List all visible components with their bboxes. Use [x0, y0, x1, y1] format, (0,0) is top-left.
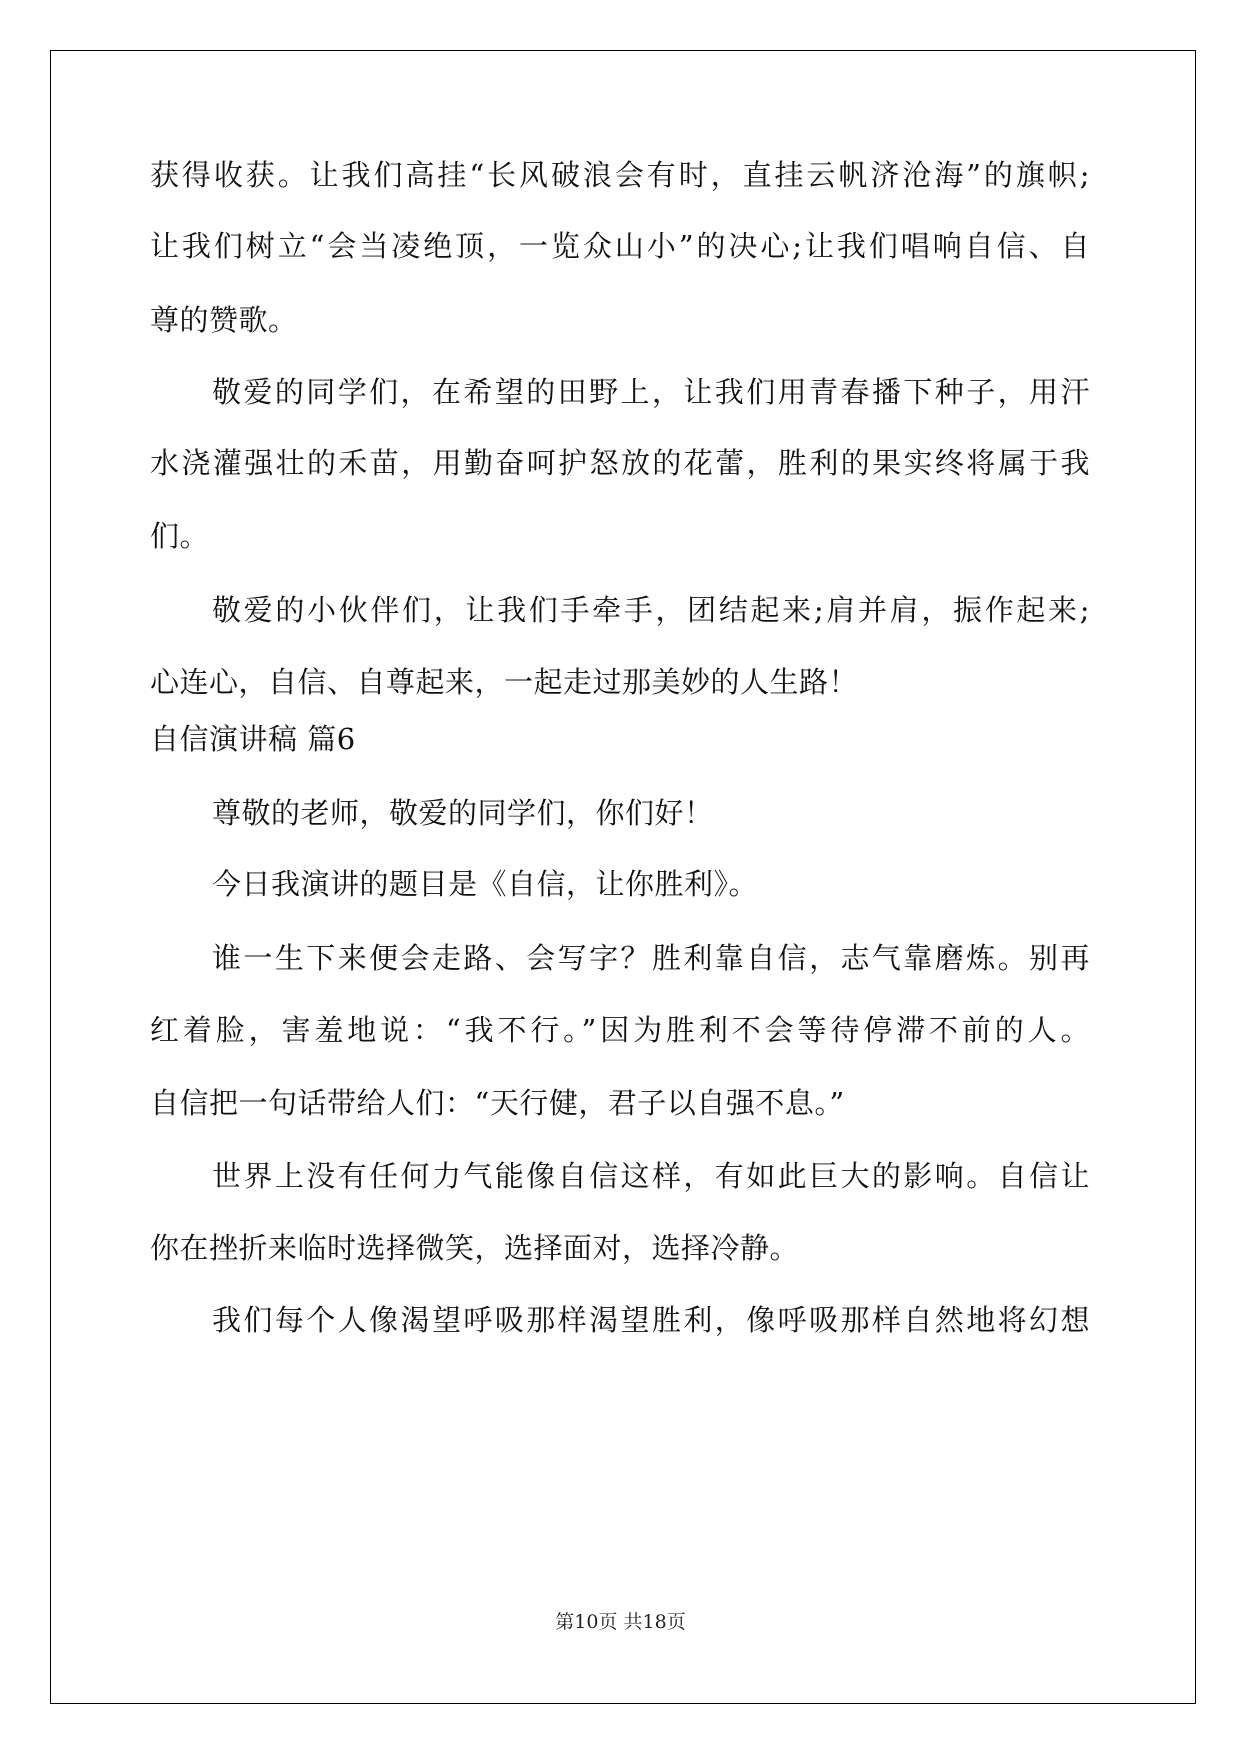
- text-line: 们。: [150, 519, 210, 553]
- paragraph-first-line: 今日我演讲的题目是《自信，让你胜利》。: [212, 867, 759, 901]
- text-line: 水浇灌强壮的禾苗，用勤奋呵护怒放的花蕾，胜利的果实终将属于我: [150, 446, 1090, 480]
- paragraph-first-line: 谁一生下来便会走路、会写字？胜利靠自信，志气靠磨炼。别再: [212, 941, 1090, 975]
- paragraph-first-line: 世界上没有任何力气能像自信这样，有如此巨大的影响。自信让: [212, 1159, 1090, 1193]
- text-line: 让我们树立“会当凌绝顶，一览众山小”的决心;让我们唱响自信、自: [150, 229, 1090, 263]
- text-line: 心连心，自信、自尊起来，一起走过那美妙的人生路！: [150, 665, 859, 699]
- paragraph-first-line: 敬爱的小伙伴们，让我们手牵手，团结起来;肩并肩，振作起来;: [212, 593, 1090, 627]
- text-line: 获得收获。让我们高挂“长风破浪会有时，直挂云帆济沧海”的旗帜;: [150, 158, 1090, 192]
- paragraph-first-line: 敬爱的同学们，在希望的田野上，让我们用青春播下种子，用汗: [212, 375, 1090, 409]
- paragraph-first-line: 尊敬的老师，敬爱的同学们，你们好！: [212, 796, 714, 830]
- text-line: 尊的赞歌。: [150, 303, 298, 337]
- paragraph-first-line: 我们每个人像渴望呼吸那样渴望胜利，像呼吸那样自然地将幻想: [212, 1303, 1090, 1337]
- section-heading: 自信演讲稿 篇6: [150, 722, 356, 756]
- text-line: 自信把一句话带给人们：“天行健，君子以自强不息。”: [150, 1086, 845, 1120]
- text-line: 你在挫折来临时选择微笑，选择面对，选择冷静。: [150, 1231, 800, 1265]
- page-footer: 第10页 共18页: [555, 1611, 686, 1633]
- text-line: 红着脸，害羞地说：“我不行。”因为胜利不会等待停滞不前的人。: [150, 1013, 1090, 1047]
